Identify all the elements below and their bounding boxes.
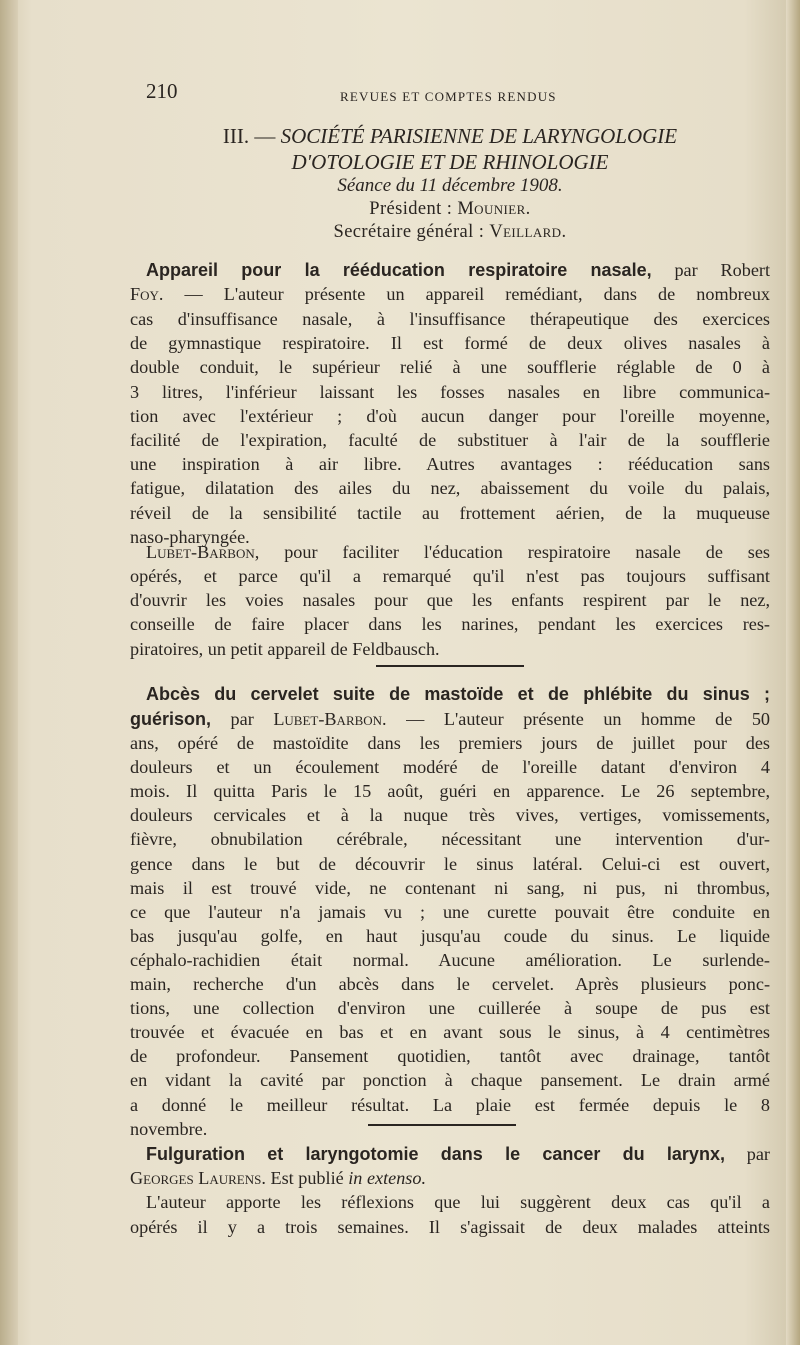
text-line: d'ouvrir les voies nasales pour que les enfants respirent par le nez, (130, 590, 770, 611)
text-line: conseille de faire placer dans les narines, pendant les exercices res- (130, 614, 770, 635)
section-divider (368, 1124, 516, 1126)
section1-byline: par Robert (674, 260, 770, 280)
text-line: douleurs et un écoulement modéré de l'oreille datant d'environ 4 (130, 757, 770, 778)
section1-title: Appareil pour la rééducation respiratoire nasale, (146, 260, 652, 280)
text-line-rest: — L'auteur présente un appareil remédiant, dans de nombreux (184, 284, 771, 304)
text-line: douleurs cervicales et à la nuque très vives, vertiges, vomissements, (130, 805, 770, 826)
text-line: tion avec l'extérieur ; d'où aucun danger pour l'oreille moyenne, (130, 405, 770, 426)
text-line: opérés il y a trois semaines. Il s'agissait de deux malades atteints (130, 1216, 770, 1237)
text-line: de profondeur. Pansement quotidien, tantôt avec drainage, tantôt (130, 1046, 770, 1067)
text-line: L'auteur apporte les réflexions que lui suggèrent deux cas qu'il a (146, 1192, 770, 1212)
text-line (130, 282, 770, 307)
text-line: opérés, et parce qu'il a remarqué qu'il n'est pas toujours suffisant (130, 566, 770, 586)
society-title-line1 (130, 124, 770, 149)
president-line (130, 199, 770, 220)
president-label: Président : (369, 199, 453, 219)
secretary-name: Veillard. (489, 222, 567, 242)
text-line: tions, une collection d'environ une cuillerée à soupe de pus est (130, 998, 770, 1019)
text-line-rest: pour faciliter l'éducation respiratoire nasale de ses (284, 542, 771, 562)
text-line: de gymnastique respiratoire. Il est formé de deux olives nasales à (130, 333, 770, 354)
running-head: REVUES ET COMPTES RENDUS (340, 89, 557, 104)
section2-byline: par (230, 709, 254, 729)
page-outer-edge (786, 0, 800, 1345)
page-number: 210 (146, 79, 178, 103)
text-line: double conduit, le supérieur relié à une soufflerie réglable de 0 à (130, 357, 770, 378)
text-line: réveil de la sensibilité tactile au frottement aérien, de la muqueuse (130, 502, 770, 523)
text-line: trouvée et évacuée en bas et en avant sous le sinus, à 4 centimètres (130, 1022, 770, 1043)
section2-title-cont: guérison, (130, 709, 212, 729)
text-line: cas d'insuffisance nasale, à l'insuffisance thérapeutique des exercices (130, 309, 770, 329)
section3-author-line (130, 1166, 770, 1191)
text-line: en vidant la cavité par ponction à chaque pansement. Le drain armé (130, 1070, 770, 1091)
text-line: fièvre, obnubilation cérébrale, nécessitant une intervention d'ur- (130, 829, 770, 850)
section3-extenso: in extenso. (348, 1168, 427, 1188)
society-name: SOCIÉTÉ PARISIENNE DE LARYNGOLOGIE (280, 124, 678, 148)
text-line: novembre. (130, 1118, 208, 1139)
text-line: piratoires, un petit appareil de Feldbausch. (130, 638, 440, 659)
text-line: ce que l'auteur n'a jamais vu ; une curette pouvait être conduite en (130, 901, 770, 922)
page-binding-edge (0, 0, 18, 1345)
text-line: 3 litres, l'inférieur laissant les fosses nasales en libre communica- (130, 381, 770, 402)
text-line: mois. Il quitta Paris le 15 août, guéri en apparence. Le 26 septembre, (130, 781, 770, 802)
society-title-line2: D'OTOLOGIE ET DE RHINOLOGIE (291, 150, 609, 174)
section-divider (376, 665, 524, 667)
section2-heading-line2 (130, 707, 770, 732)
secretary-line (130, 222, 770, 243)
text-line: une inspiration à air libre. Autres avantages : rééducation sans (130, 454, 770, 475)
text-line: fatigue, dilatation des ailes du nez, abaissement du voile du palais, (130, 478, 770, 499)
text-line: mais il est trouvé vide, ne contenant ni sang, ni pus, ni thrombus, (130, 877, 770, 898)
section-numeral: III. — (222, 124, 276, 148)
text-line: a donné le meilleur résultat. La plaie est fermée depuis le 8 (130, 1094, 770, 1115)
secretary-label: Secrétaire général : (333, 222, 485, 242)
text-line: facilité de l'expiration, faculté de substituer à l'air de la soufflerie (130, 430, 770, 450)
text-line: ans, opéré de mastoïdite dans les premiers jours de juillet pour des (130, 733, 770, 753)
text-line-rest: — L'auteur présente un homme de 50 (406, 709, 771, 729)
section2-title: Abcès du cervelet suite de mastoïde et de phlébite du sinus ; (146, 684, 770, 704)
text-line: naso-pharyngée. (130, 526, 250, 547)
paragraph-first-line (146, 540, 770, 565)
section2-author: Lubet-Barbon. (273, 709, 387, 729)
section2-heading (146, 682, 770, 707)
text-line: bas jusqu'au golfe, en haut jusqu'au coude du sinus. Le liquide (130, 925, 770, 946)
section3-author: Georges Laurens. (130, 1168, 266, 1188)
session-date: Séance du 11 décembre 1908. (337, 175, 563, 196)
section1-author: Foy. (130, 284, 164, 304)
text-line: céphalo-rachidien était normal. Aucune amélioration. Le surlende- (130, 949, 770, 970)
section3-byline: par (746, 1144, 770, 1164)
text-line: gence dans le but de découvrir le sinus latéral. Celui-ci est ouvert, (130, 853, 770, 874)
section3-title: Fulguration et laryngotomie dans le cancer du larynx, (146, 1144, 725, 1164)
text-line: main, recherche d'un abcès dans le cervelet. Après plusieurs ponc- (130, 974, 770, 994)
section3-published: Est publié (270, 1168, 344, 1188)
section3-heading (146, 1142, 770, 1167)
section1-p2-author: Lubet-Barbon, (146, 542, 260, 562)
section1-heading (146, 258, 770, 283)
president-name: Mounier. (457, 199, 531, 219)
